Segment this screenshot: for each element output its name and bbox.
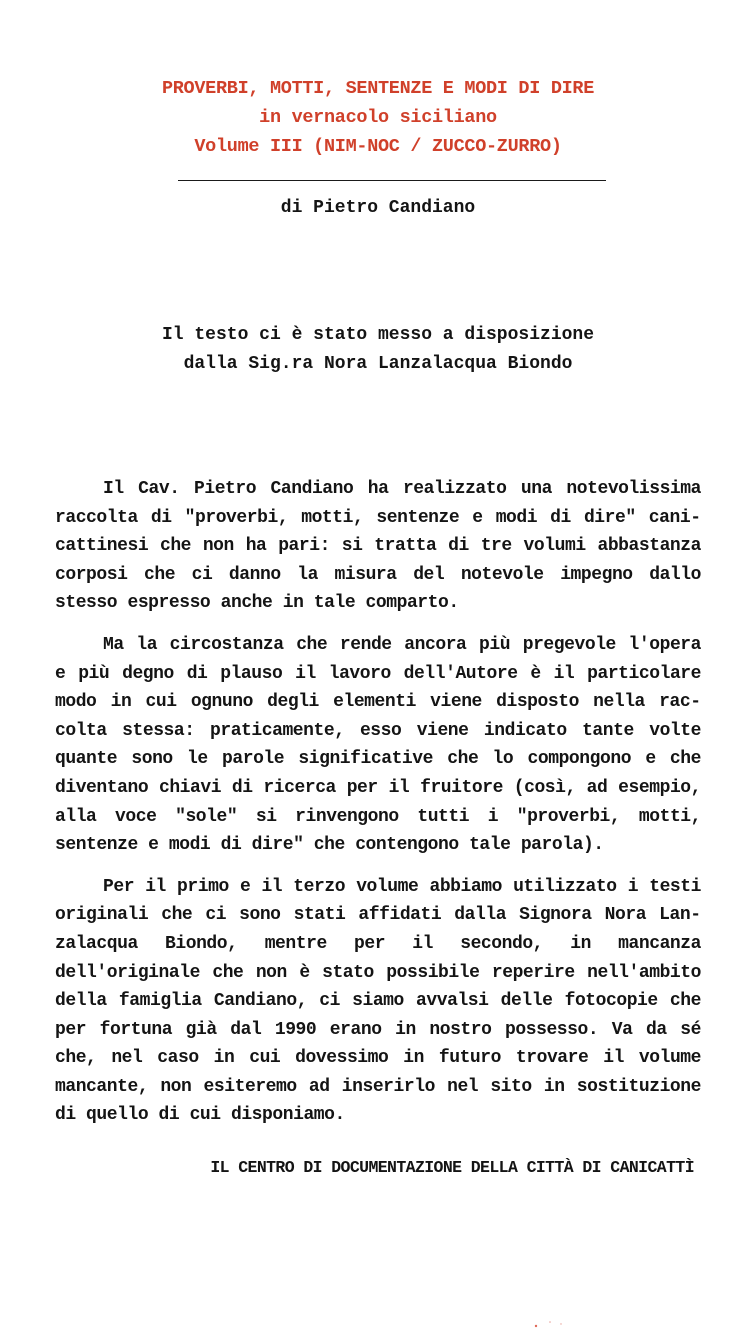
title-divider <box>178 180 606 181</box>
credit-note <box>0 321 756 379</box>
credit-line-2: dalla Sig.ra Nora Lanzalacqua Biondo <box>183 354 573 374</box>
scan-specks <box>528 1318 568 1330</box>
body-text <box>55 475 701 1143</box>
credit-line-1: Il testo ci è stato messo a disposizione <box>161 325 595 345</box>
paragraph-1: Il Cav. Pietro Candiano ha realizzato una notevolissima raccolta di "proverbi, motti, sentenze e modi di dire" canicattinesi che non ha pari: si tratta di tre volumi abbastanza corposi che ci danno la misura del notevole impegno dallo stesso espresso anche in tale comparto. <box>55 479 701 614</box>
paragraph-2: Ma la circostanza che rende ancora più pregevole l'opera e più degno di plauso il lavoro dell'Autore è il particolare modo in cui ognuno degli elementi viene disposto nella raccolta stessa: praticamente, esso viene indicato tante volte quante sono le parole significative che lo compongono e che diventano chiavi di ricerca per il fruitore (così, ad esempio, alla voce "sole" si rinvengono tutti i "proverbi, motti, sentenze e modi di dire" che contengono tale parola). <box>55 634 701 856</box>
paragraph-3: Per il primo e il terzo volume abbiamo utilizzato i testi originali che ci sono stati affidati dalla Signora Nora Lanzalacqua Biondo, mentre per il secondo, in mancanza dell'originale che non è stato possibile reperire nell'ambito della famiglia Candiano, ci siamo avvalsi delle fotocopie che per fortuna già dal 1990 erano in nostro possesso. Va da sé che, nel caso in cui dovessimo in futuro trovare il volume mancante, non esiteremo ad inserirlo nel sito in sostituzione di quello di cui disponiamo. <box>55 876 701 1126</box>
document-title <box>0 74 756 161</box>
signature: IL CENTRO DI DOCUMENTAZIONE DELLA CITTÀ DI CANICATTÌ <box>210 1158 694 1177</box>
title-line-3: Volume III (NIM-NOC / ZUCCO-ZURRO) <box>194 136 562 157</box>
author-line: di Pietro Candiano <box>280 198 476 218</box>
title-line-1: PROVERBI, MOTTI, SENTENZE E MODI DI DIRE <box>161 78 595 99</box>
title-line-2: in vernacolo siciliano <box>259 107 497 128</box>
